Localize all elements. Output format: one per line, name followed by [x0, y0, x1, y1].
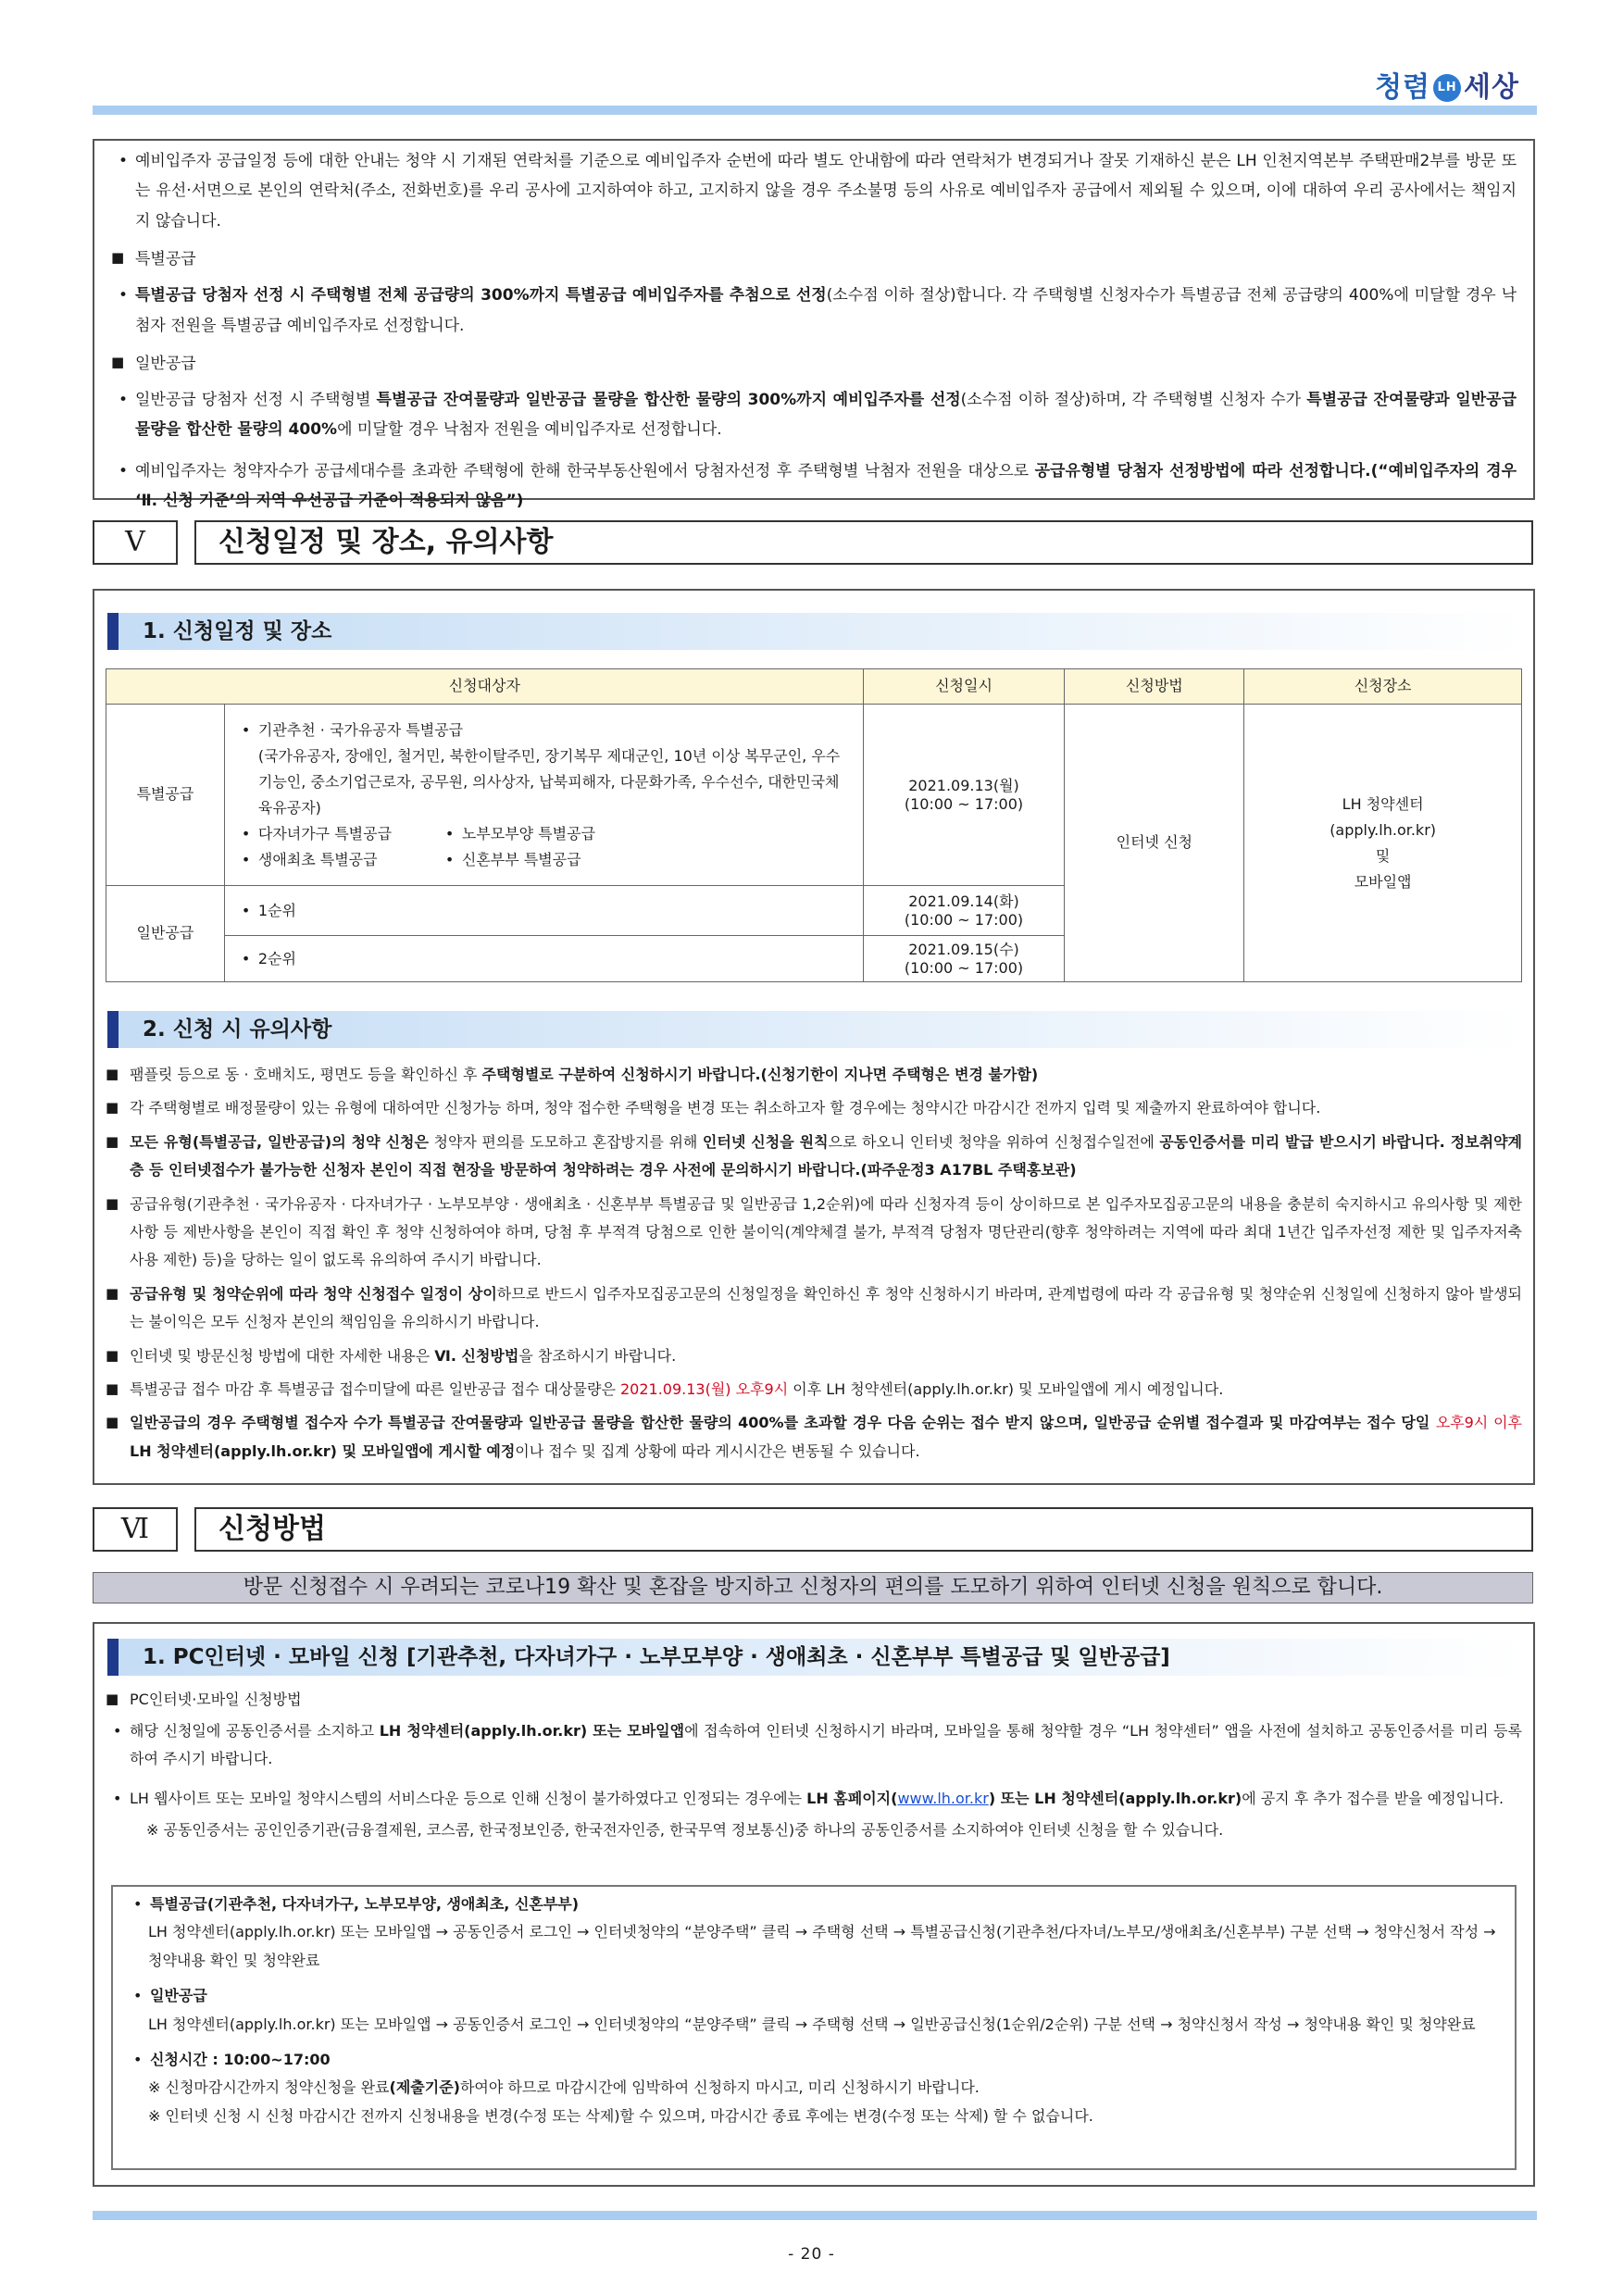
pc-method-content: [106, 1689, 1522, 1844]
time-note-1: ※ 신청마감시간까지 청약신청을 완료(제출기준)하여야 하므로 마감시간에 임박하여 신청하지 마시고, 미리 신청하시기 바랍니다.: [148, 2078, 980, 2097]
time-note-2: ※ 인터넷 신청 시 신청 마감시간 전까지 신청내용을 변경(수정 또는 삭제)할 수 있으며, 마감시간 종료 후에는 변경(수정 또는 삭제) 할 수 없습니다.: [148, 2106, 1093, 2125]
caution-item: ■ 일반공급의 경우 주택형별 접수자 수가 특별공급 잔여물량과 일반공급 물량을 합산한 물량의 400%를 초과할 경우 다음 순위는 접수 받지 않으며, 일반공급 순위별 접수결과 및 마감여부는 접수 당일 오후9시 이후 LH 청약센터(apply.lh.or.kr) 및 모바일앱에 게시할 예정이나 접수 및 집계 상황에 따라 게시시간은 변동될 수 있습니다.: [106, 1409, 1522, 1466]
special-targets: • 기관추천 · 국가유공자 특별공급 (국가유공자, 장애인, 철거민, 북한이탈주민, 장기복무 제대군인, 10년 이상 복무군인, 우수기능인, 중소기업근로자, 공무원, 의사상자, 납북피해자, 다문화가족, 우수선수, 대한민국체육유공자) • 다자녀가구 특별공급 • 노부모부양 특별공급 • 생애최초 특별공급 • 신혼부부 특별공급: [224, 705, 863, 886]
procedure-general-flow: LH 청약센터(apply.lh.or.kr) 또는 모바일앱 → 공동인증서 로그인 → 인터넷청약의 “분양주택” 클릭 → 주택형 선택 → 일반공급신청(1순위/2순위) 구분 선택 → 청약신청서 작성 → 청약내용 확인 및 청약완료: [148, 2015, 1476, 2033]
cert-note: ※ 공동인증서는 공인인증기관(금융결제원, 코스콤, 한국정보인증, 한국전자인증, 한국무역 정보통신)중 하나의 공동인증서를 소지하여야 인터넷 신청을 할 수 있습니다.: [146, 1820, 1224, 1839]
pc-method-heading: ■ PC인터넷·모바일 신청방법: [106, 1689, 1522, 1712]
procedure-special-head: • 특별공급(기관추천, 다자녀가구, 노부모부양, 생애최초, 신혼부부): [126, 1890, 1502, 1918]
reserve-intro-bullet: • 예비입주자 공급일정 등에 대한 안내는 청약 시 기재된 연락처를 기준으로 예비입주자 순번에 따라 별도 안내함에 따라 연락처가 변경되거나 잘못 기재하신 분은 LH 인천지역본부 주택판매2부를 방문 또는 유선·서면으로 본인의 연락처(주소, 전화번호)를 우리 공사에 고지하여야 하고, 고지하지 않을 경우 주소불명 등의 사유로 예비입주자 공급에서 제외될 수 있으며, 이에 대하여 우리 공사에서는 책임지지 않습니다.: [111, 146, 1517, 236]
special-category: 특별공급: [106, 705, 225, 886]
procedure-time-head: • 신청시간 : 10:00~17:00: [126, 2046, 1502, 2074]
section-6-title: 신청방법: [194, 1507, 1533, 1552]
caution-item: ■ 인터넷 및 방문신청 방법에 대한 자세한 내용은 Ⅵ. 신청방법을 참조하시기 바랍니다.: [106, 1342, 1522, 1370]
caution-item: ■ 공급유형 및 청약순위에 따라 청약 신청접수 일정이 상이하므로 반드시 입주자모집공고문의 신청일정을 확인하신 후 청약 신청하시기 바라며, 관계법령에 따라 각 공급유형 및 청약순위 신청일에 신청하지 않아 발생되는 불이익은 모두 신청자 본인의 책임임을 유의하시기 바랍니다.: [106, 1280, 1522, 1337]
caution-item: ■ 각 주택형별로 배정물량이 있는 유형에 대하여만 신청가능 하며, 청약 접수한 주택형을 변경 또는 취소하고자 할 경우에는 청약시간 마감시간 전까지 입력 및 제출까지 완료하여야 합니다.: [106, 1094, 1522, 1122]
apply-method: 인터넷 신청: [1065, 705, 1244, 982]
procedure-special-flow: LH 청약센터(apply.lh.or.kr) 또는 모바일앱 → 공동인증서 로그인 → 인터넷청약의 “분양주택” 클릭 → 주택형 선택 → 특별공급신청(기관추천/다자녀/노부모/생애최초/신혼부부) 구분 선택 → 청약신청서 작성 → 청약내용 확인 및 청약완료: [148, 1923, 1496, 1969]
general-heading: ■ 일반공급: [111, 352, 1517, 376]
lh-homepage-link[interactable]: www.lh.or.kr: [897, 1789, 989, 1807]
brand-logo: [1375, 67, 1519, 110]
page-number: - 20 -: [788, 2245, 835, 2264]
section-5-number: Ⅴ: [93, 520, 178, 565]
subhead-pc-mobile: 1. PC인터넷 · 모바일 신청 [기관추천, 다자녀가구 · 노부모부양 · 생애최초 · 신혼부부 특별공급 및 일반공급]: [107, 1639, 1524, 1676]
header-bar: [93, 106, 1537, 115]
special-reserve-bullet: • 특별공급 당첨자 선정 시 주택형별 전체 공급량의 300%까지 특별공급 예비입주자를 추첨으로 선정(소수점 이하 절상)합니다. 각 주택형별 신청자수가 특별공급 전체 공급량의 400%에 미달할 경우 낙첨자 전원을 특별공급 예비입주자로 선정합니다.: [111, 281, 1517, 341]
pc-method-bullet: • 해당 신청일에 공동인증서를 소지하고 LH 청약센터(apply.lh.or.kr) 또는 모바일앱에 접속하여 인터넷 신청하시기 바라며, 모바일을 통해 청약할 경우 “LH 청약센터” 앱을 사전에 설치하고 공동인증서를 미리 등록하여 주시기 바랍니다.: [106, 1717, 1522, 1774]
online-notice-banner: 방문 신청접수 시 우려되는 코로나19 확산 및 혼잡을 방지하고 신청자의 편의를 도모하기 위하여 인터넷 신청을 원칙으로 합니다.: [93, 1572, 1533, 1603]
table-row-special: [106, 705, 1522, 886]
procedure-general-head: • 일반공급: [126, 1982, 1502, 2010]
subhead-schedule: 1. 신청일정 및 장소: [107, 613, 1524, 650]
subhead-cautions: 2. 신청 시 유의사항: [107, 1011, 1524, 1048]
general-category: 일반공급: [106, 886, 225, 982]
schedule-table: [106, 668, 1522, 982]
general-reserve-bullet: • 일반공급 당첨자 선정 시 주택형별 특별공급 잔여물량과 일반공급 물량을 합산한 물량의 300%까지 예비입주자를 선정(소수점 이하 절상)하며, 각 주택형별 신청자 수가 특별공급 잔여물량과 일반공급 물량을 합산한 물량의 400%에 미달할 경우 낙첨자 전원을 예비입주자로 선정합니다.: [111, 385, 1517, 445]
pc-method-bullet: • LH 웹사이트 또는 모바일 청약시스템의 서비스다운 등으로 인해 신청이 불가하였다고 인정되는 경우에는 LH 홈페이지(www.lh.or.kr) 또는 LH 청약센터(apply.lh.or.kr)에 공지 후 추가 접수를 받을 예정입니다.: [106, 1785, 1522, 1813]
reserve-tenant-box: [93, 139, 1535, 511]
apply-place: LH 청약센터 (apply.lh.or.kr) 및 모바일앱: [1244, 705, 1522, 982]
caution-item: ■ 팸플릿 등으로 동 · 호배치도, 평면도 등을 확인하신 후 주택형별로 구분하여 신청하시기 바랍니다.(신청기한이 지나면 주택형은 변경 불가함): [106, 1061, 1522, 1089]
procedure-box: [111, 1885, 1517, 2170]
cautions-list: [106, 1061, 1522, 1471]
rank1-target: • 1순위: [224, 886, 863, 936]
table-header-row: [106, 669, 1522, 705]
col-header-target: 신청대상자: [106, 669, 864, 705]
rank2-target: • 2순위: [224, 936, 863, 982]
rank1-date: 2021.09.14(화) (10:00 ~ 17:00): [863, 886, 1065, 936]
footer-bar: [93, 2211, 1537, 2220]
rank2-date: 2021.09.15(수) (10:00 ~ 17:00): [863, 936, 1065, 982]
special-heading: ■ 특별공급: [111, 247, 1517, 271]
caution-item: ■ 모든 유형(특별공급, 일반공급)의 청약 신청은 청약자 편의를 도모하고 혼잡방지를 위해 인터넷 신청을 원칙으로 하오니 인터넷 청약을 위하여 신청접수일전에 공동인증서를 미리 발급 받으시기 바랍니다. 정보취약계층 등 인터넷접수가 불가능한 신청자 본인이 직접 현장을 방문하여 청약하려는 경우 사전에 문의하시기 바랍니다.(파주운정3 A17BL 주택홍보관): [106, 1129, 1522, 1185]
reserve-selection-bullet: • 예비입주자는 청약자수가 공급세대수를 초과한 주택형에 한해 한국부동산원에서 당첨자선정 후 주택형별 낙첨자 전원을 대상으로 공급유형별 당첨자 선정방법에 따라 선정합니다.(“예비입주자의 경우 ‘Ⅱ. 신청 기준’의 지역 우선공급 기준이 적용되지 않음”): [111, 456, 1517, 517]
logo-mark: LH: [1433, 74, 1461, 102]
section-5-title: 신청일정 및 장소, 유의사항: [194, 520, 1533, 565]
caution-item: ■ 특별공급 접수 마감 후 특별공급 접수미달에 따른 일반공급 접수 대상물량은 2021.09.13(월) 오후9시 이후 LH 청약센터(apply.lh.or.kr) 및 모바일앱에 게시 예정입니다.: [106, 1376, 1522, 1404]
logo-text-right: 세상: [1464, 71, 1519, 104]
col-header-date: 신청일시: [863, 669, 1065, 705]
caution-item: ■ 공급유형(기관추천 · 국가유공자 · 다자녀가구 · 노부모부양 · 생애최초 · 신혼부부 특별공급 및 일반공급 1,2순위)에 따라 신청자격 등이 상이하므로 본 입주자모집공고문의 내용을 충분히 숙지하시고 유의사항 및 제한사항 등 제반사항을 본인이 직접 확인 후 청약 신청하여야 하며, 당첨 후 부적격 당첨으로 인한 불이익(계약체결 불가, 부적격 당첨자 명단관리(향후 청약하려는 지역에 따라 최대 1년간 입주자선정 제한 및 입주자저축 사용 제한) 등)을 당하는 일이 없도록 유의하여 주시기 바랍니다.: [106, 1191, 1522, 1275]
special-date: 2021.09.13(월) (10:00 ~ 17:00): [863, 705, 1065, 886]
col-header-method: 신청방법: [1065, 669, 1244, 705]
section-6-number: Ⅵ: [93, 1507, 178, 1552]
col-header-place: 신청장소: [1244, 669, 1522, 705]
logo-text-left: 청렴: [1375, 71, 1431, 104]
